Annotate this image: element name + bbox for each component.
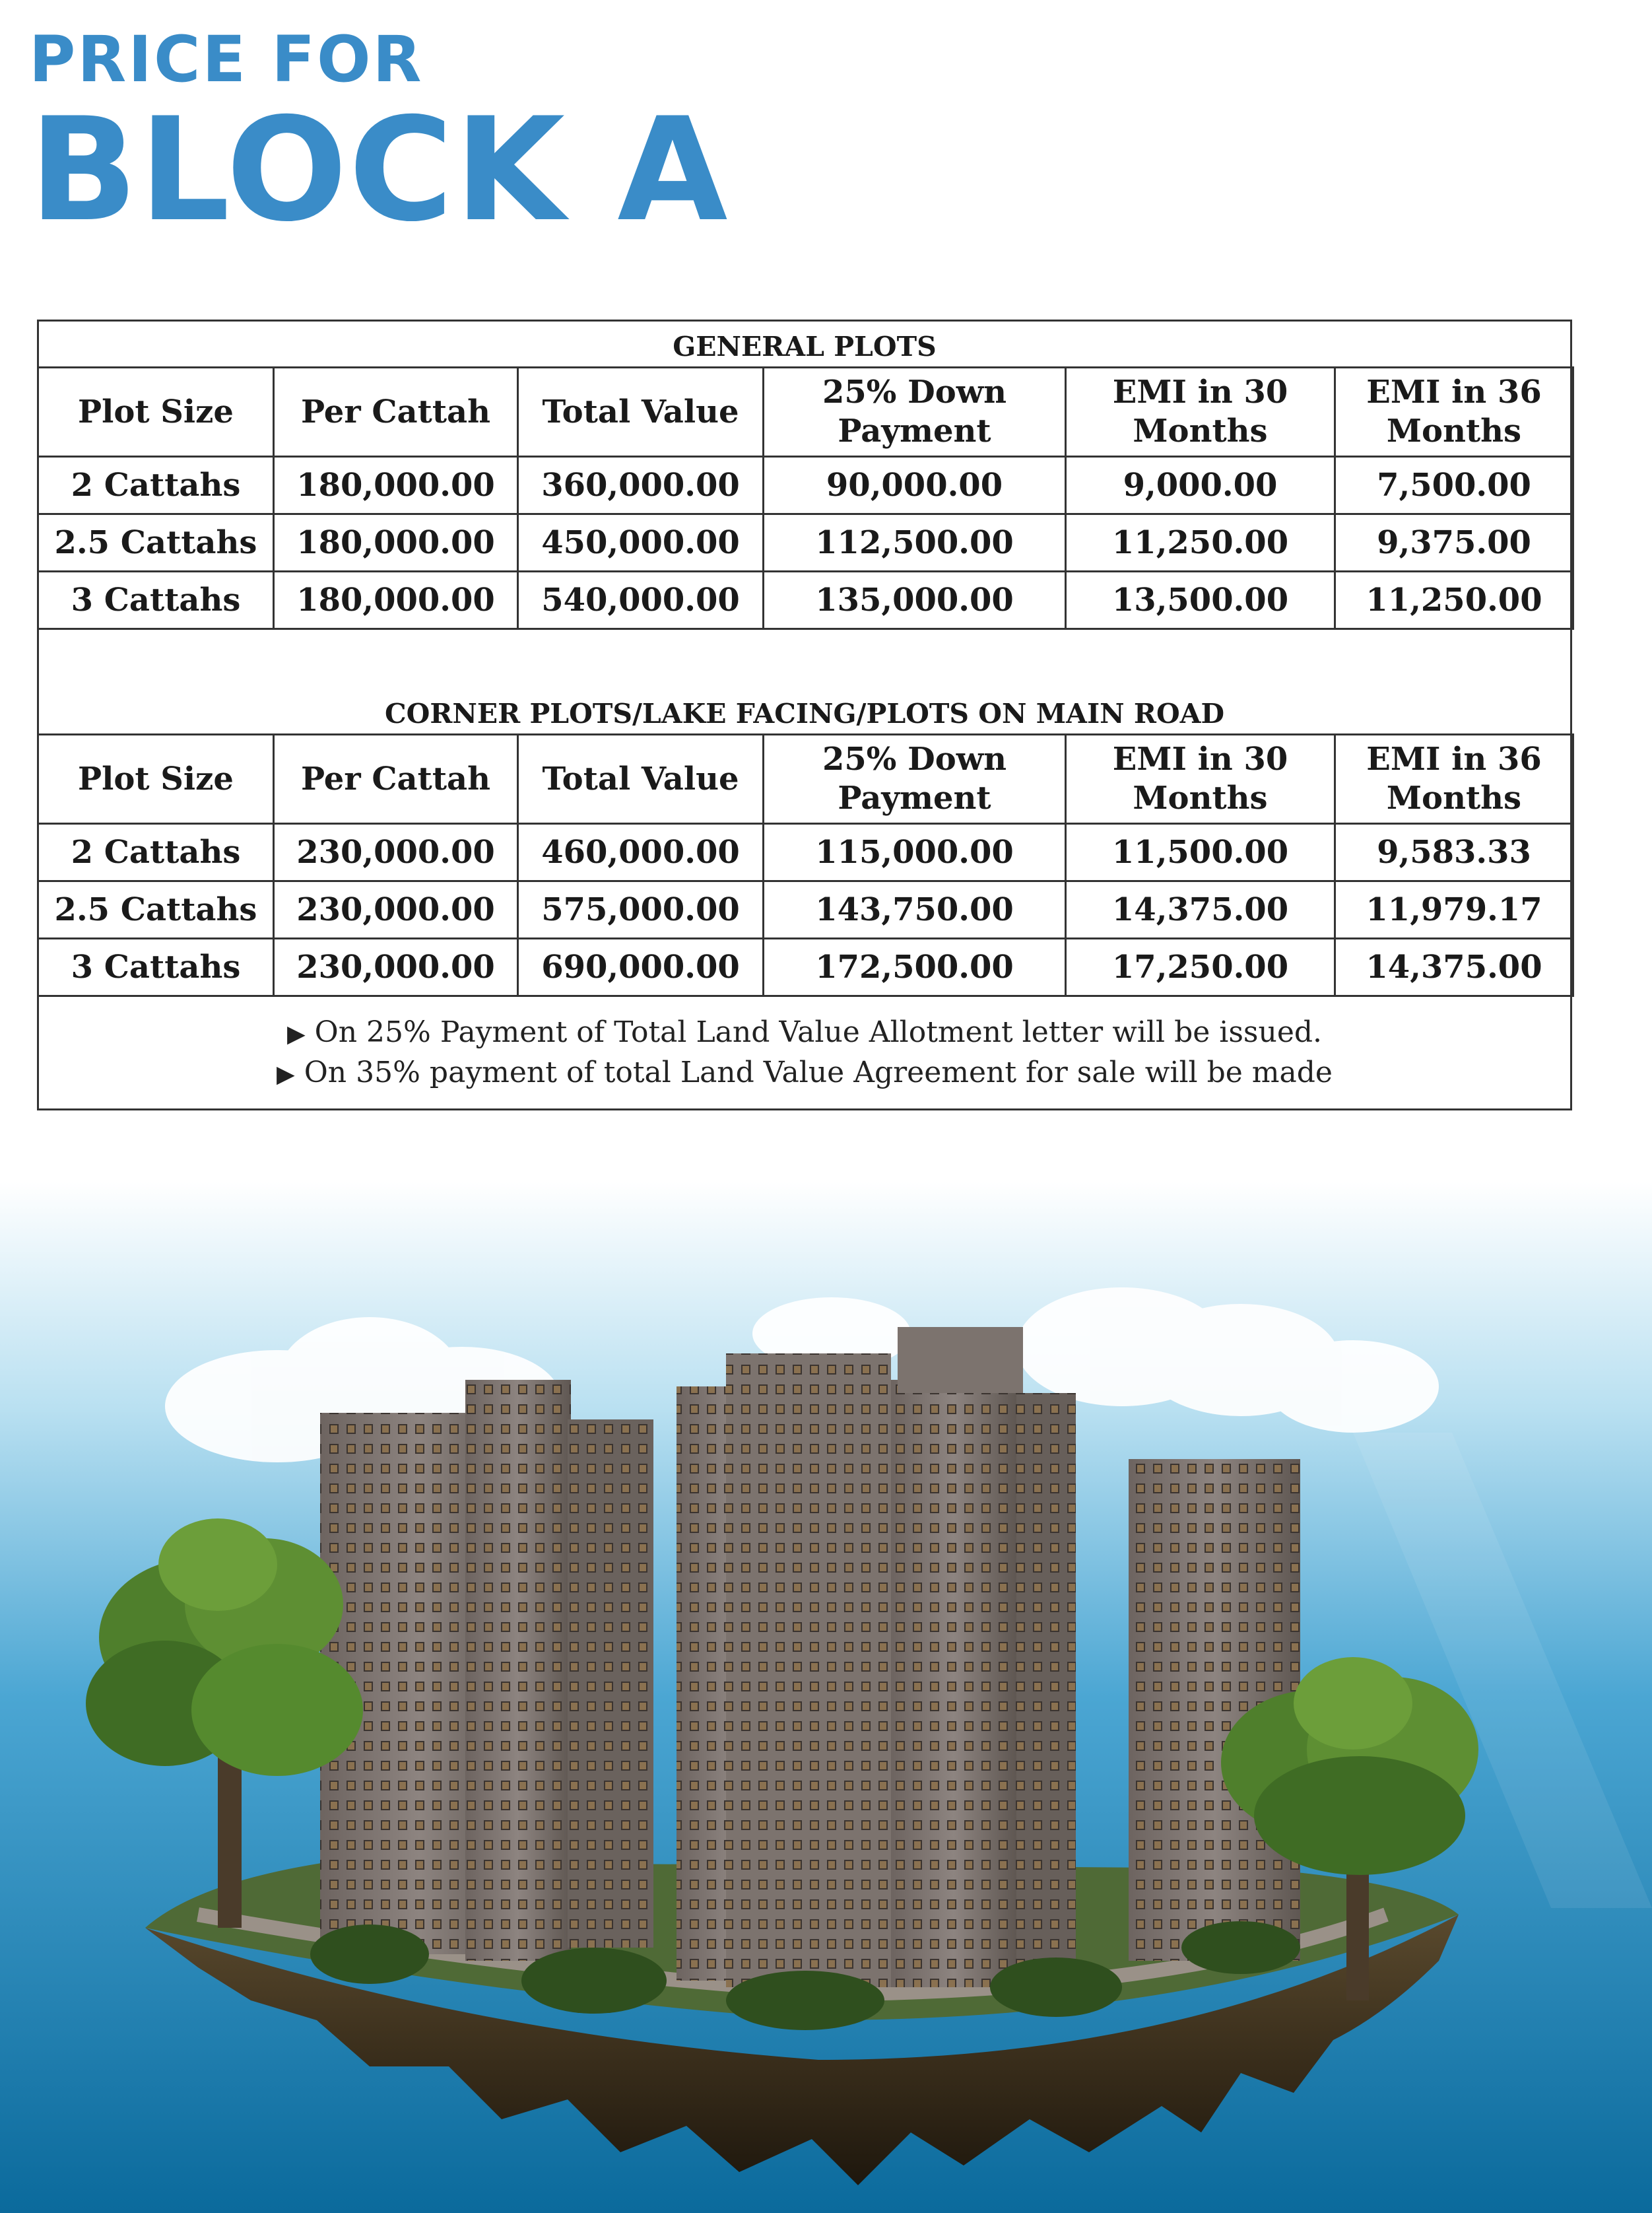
cell-emi-36: 14,375.00 [1335, 939, 1573, 996]
table-row [38, 881, 1573, 939]
right-pointer-icon: ▶ [286, 1021, 306, 1048]
cell-plot-size: 3 Cattahs [38, 939, 274, 996]
table-row [38, 457, 1573, 514]
header-plot-size: Plot Size [38, 735, 274, 824]
cell-per-cattah: 230,000.00 [274, 881, 518, 939]
price-table-panel [37, 320, 1572, 1110]
table-header-row [38, 368, 1573, 457]
cell-down-payment: 143,750.00 [764, 881, 1066, 939]
cell-plot-size: 3 Cattahs [38, 572, 274, 629]
cell-emi-36: 11,250.00 [1335, 572, 1573, 629]
cell-emi-36: 7,500.00 [1335, 457, 1573, 514]
header-plot-size: Plot Size [38, 368, 274, 457]
table-row [38, 572, 1573, 629]
cell-total-value: 450,000.00 [518, 514, 764, 572]
cell-per-cattah: 230,000.00 [274, 939, 518, 996]
header-emi-36: EMI in 36 Months [1335, 735, 1573, 824]
cell-emi-36: 9,375.00 [1335, 514, 1573, 572]
cell-total-value: 690,000.00 [518, 939, 764, 996]
header-down-payment: 25% Down Payment [764, 368, 1066, 457]
header-down-payment: 25% Down Payment [764, 735, 1066, 824]
title-line-block-a: BLOCK A [29, 87, 729, 253]
cell-down-payment: 172,500.00 [764, 939, 1066, 996]
cell-emi-30: 11,500.00 [1066, 824, 1335, 881]
cell-plot-size: 2.5 Cattahs [38, 514, 274, 572]
right-pointer-icon: ▶ [277, 1061, 295, 1088]
header-total-value: Total Value [518, 735, 764, 824]
cell-emi-30: 13,500.00 [1066, 572, 1335, 629]
table-row [38, 824, 1573, 881]
title-line-price-for: PRICE FOR [29, 22, 424, 96]
cell-per-cattah: 180,000.00 [274, 514, 518, 572]
payment-notes [39, 1013, 1570, 1094]
header-emi-30: EMI in 30 Months [1066, 735, 1335, 824]
note-line-allotment: ▶ On 25% Payment of Total Land Value Allotment letter will be issued. [286, 1015, 1323, 1049]
cell-total-value: 540,000.00 [518, 572, 764, 629]
note-line-agreement: ▶ On 35% payment of total Land Value Agreement for sale will be made [277, 1056, 1333, 1089]
cell-down-payment: 90,000.00 [764, 457, 1066, 514]
header-emi-36: EMI in 36 Months [1335, 368, 1573, 457]
cell-plot-size: 2 Cattahs [38, 457, 274, 514]
header-per-cattah: Per Cattah [274, 368, 518, 457]
floating-island-illustration [0, 1182, 1652, 2213]
cell-down-payment: 112,500.00 [764, 514, 1066, 572]
cell-emi-30: 17,250.00 [1066, 939, 1335, 996]
cell-total-value: 360,000.00 [518, 457, 764, 514]
corner-plots-table [37, 733, 1574, 997]
corner-plots-title: CORNER PLOTS/LAKE FACING/PLOTS ON MAIN ROAD [384, 698, 1225, 730]
table-header-row [38, 735, 1573, 824]
general-plots-title: GENERAL PLOTS [673, 331, 937, 362]
cell-emi-30: 14,375.00 [1066, 881, 1335, 939]
cell-emi-36: 11,979.17 [1335, 881, 1573, 939]
header-emi-30: EMI in 30 Months [1066, 368, 1335, 457]
table-row [38, 939, 1573, 996]
cell-plot-size: 2.5 Cattahs [38, 881, 274, 939]
cell-per-cattah: 180,000.00 [274, 572, 518, 629]
header-total-value: Total Value [518, 368, 764, 457]
cell-emi-36: 9,583.33 [1335, 824, 1573, 881]
header-per-cattah: Per Cattah [274, 735, 518, 824]
cell-emi-30: 11,250.00 [1066, 514, 1335, 572]
cell-per-cattah: 230,000.00 [274, 824, 518, 881]
general-plots-table [37, 366, 1574, 630]
cell-down-payment: 115,000.00 [764, 824, 1066, 881]
cell-emi-30: 9,000.00 [1066, 457, 1335, 514]
cell-plot-size: 2 Cattahs [38, 824, 274, 881]
cell-total-value: 460,000.00 [518, 824, 764, 881]
cell-total-value: 575,000.00 [518, 881, 764, 939]
table-row [38, 514, 1573, 572]
cell-per-cattah: 180,000.00 [274, 457, 518, 514]
cell-down-payment: 135,000.00 [764, 572, 1066, 629]
